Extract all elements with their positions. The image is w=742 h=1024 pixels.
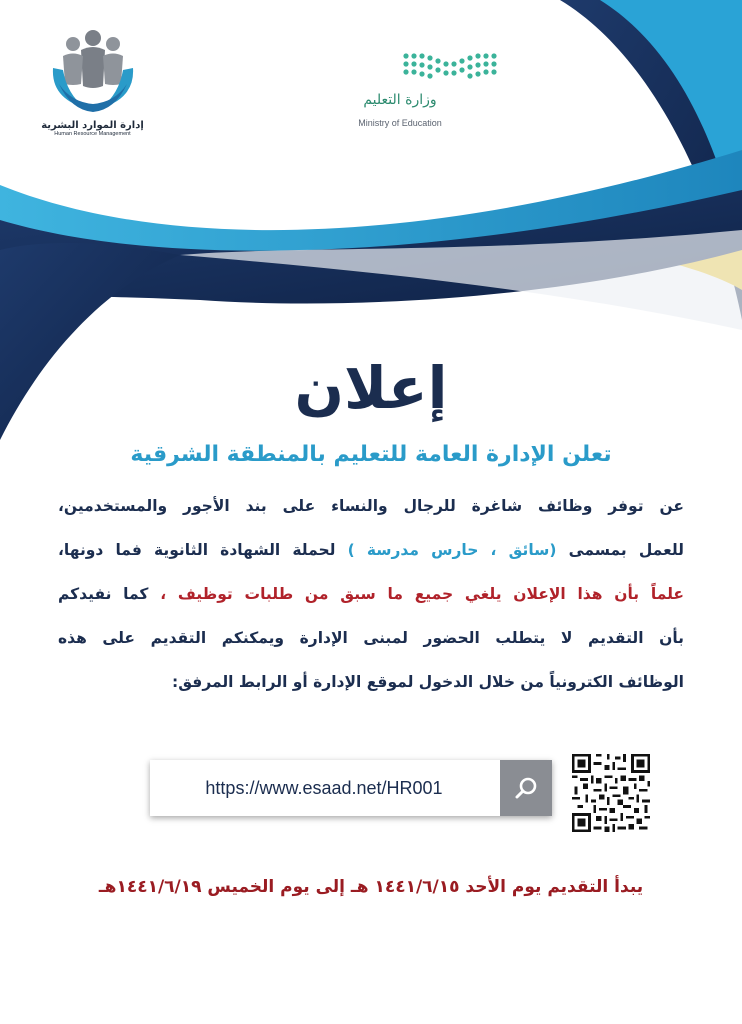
moe-logo-name-ar: وزارة التعليم <box>363 92 437 108</box>
body-line-3 <box>58 572 684 616</box>
search-button[interactable] <box>500 760 552 816</box>
ministry-of-education-logo <box>345 50 505 140</box>
application-url-link[interactable]: https://www.esaad.net/HR001 <box>205 778 443 798</box>
search-icon <box>513 775 539 801</box>
job-titles-highlight: (سائق ، حارس مدرسة ) <box>347 541 557 559</box>
people-hands-icon <box>45 28 141 118</box>
body-line-2-end: لحملة الشهادة الثانوية فما دونها، <box>58 541 336 559</box>
body-line-2 <box>58 528 684 572</box>
hr-logo-name-en: Human Resource Management <box>54 131 131 137</box>
hr-management-logo <box>30 28 155 156</box>
cancellation-notice-highlight: علماً بأن هذا الإعلان يلغي جميع ما سبق من طلبات توظيف ، <box>160 585 684 603</box>
application-dates: يبدأ التقديم يوم الأحد ١٤٤١/٦/١٥ هـ إلى يوم الخميس ١٤٤١/٦/١٩هـ <box>98 877 644 897</box>
body-line-4: بأن التقديم لا يتطلب الحضور لمبنى الإدارة ويمكنكم التقديم على هذه <box>58 629 684 647</box>
hr-logo-name-ar: إدارة الموارد البشرية <box>41 120 144 131</box>
moe-logo-name-en: Ministry of Education <box>358 118 442 128</box>
body-line-2-start: للعمل بمسمى <box>568 541 684 559</box>
qr-code-icon[interactable] <box>572 754 650 832</box>
application-link-box[interactable] <box>150 760 552 816</box>
body-line-5: الوظائف الكترونياً من خلال الدخول لموقع الإدارة أو الرابط المرفق: <box>172 673 684 691</box>
announcement-body <box>58 484 684 704</box>
dotted-arc-logo-icon <box>400 50 500 86</box>
announcement-subtitle: تعلن الإدارة العامة للتعليم بالمنطقة الشرقية <box>130 442 612 467</box>
body-line-1: عن توفر وظائف شاغرة للرجال والنساء على بند الأجور والمستخدمين، <box>58 497 684 515</box>
announcement-title: إعلان <box>294 354 448 422</box>
body-line-3-end: كما نفيدكم <box>58 585 149 603</box>
